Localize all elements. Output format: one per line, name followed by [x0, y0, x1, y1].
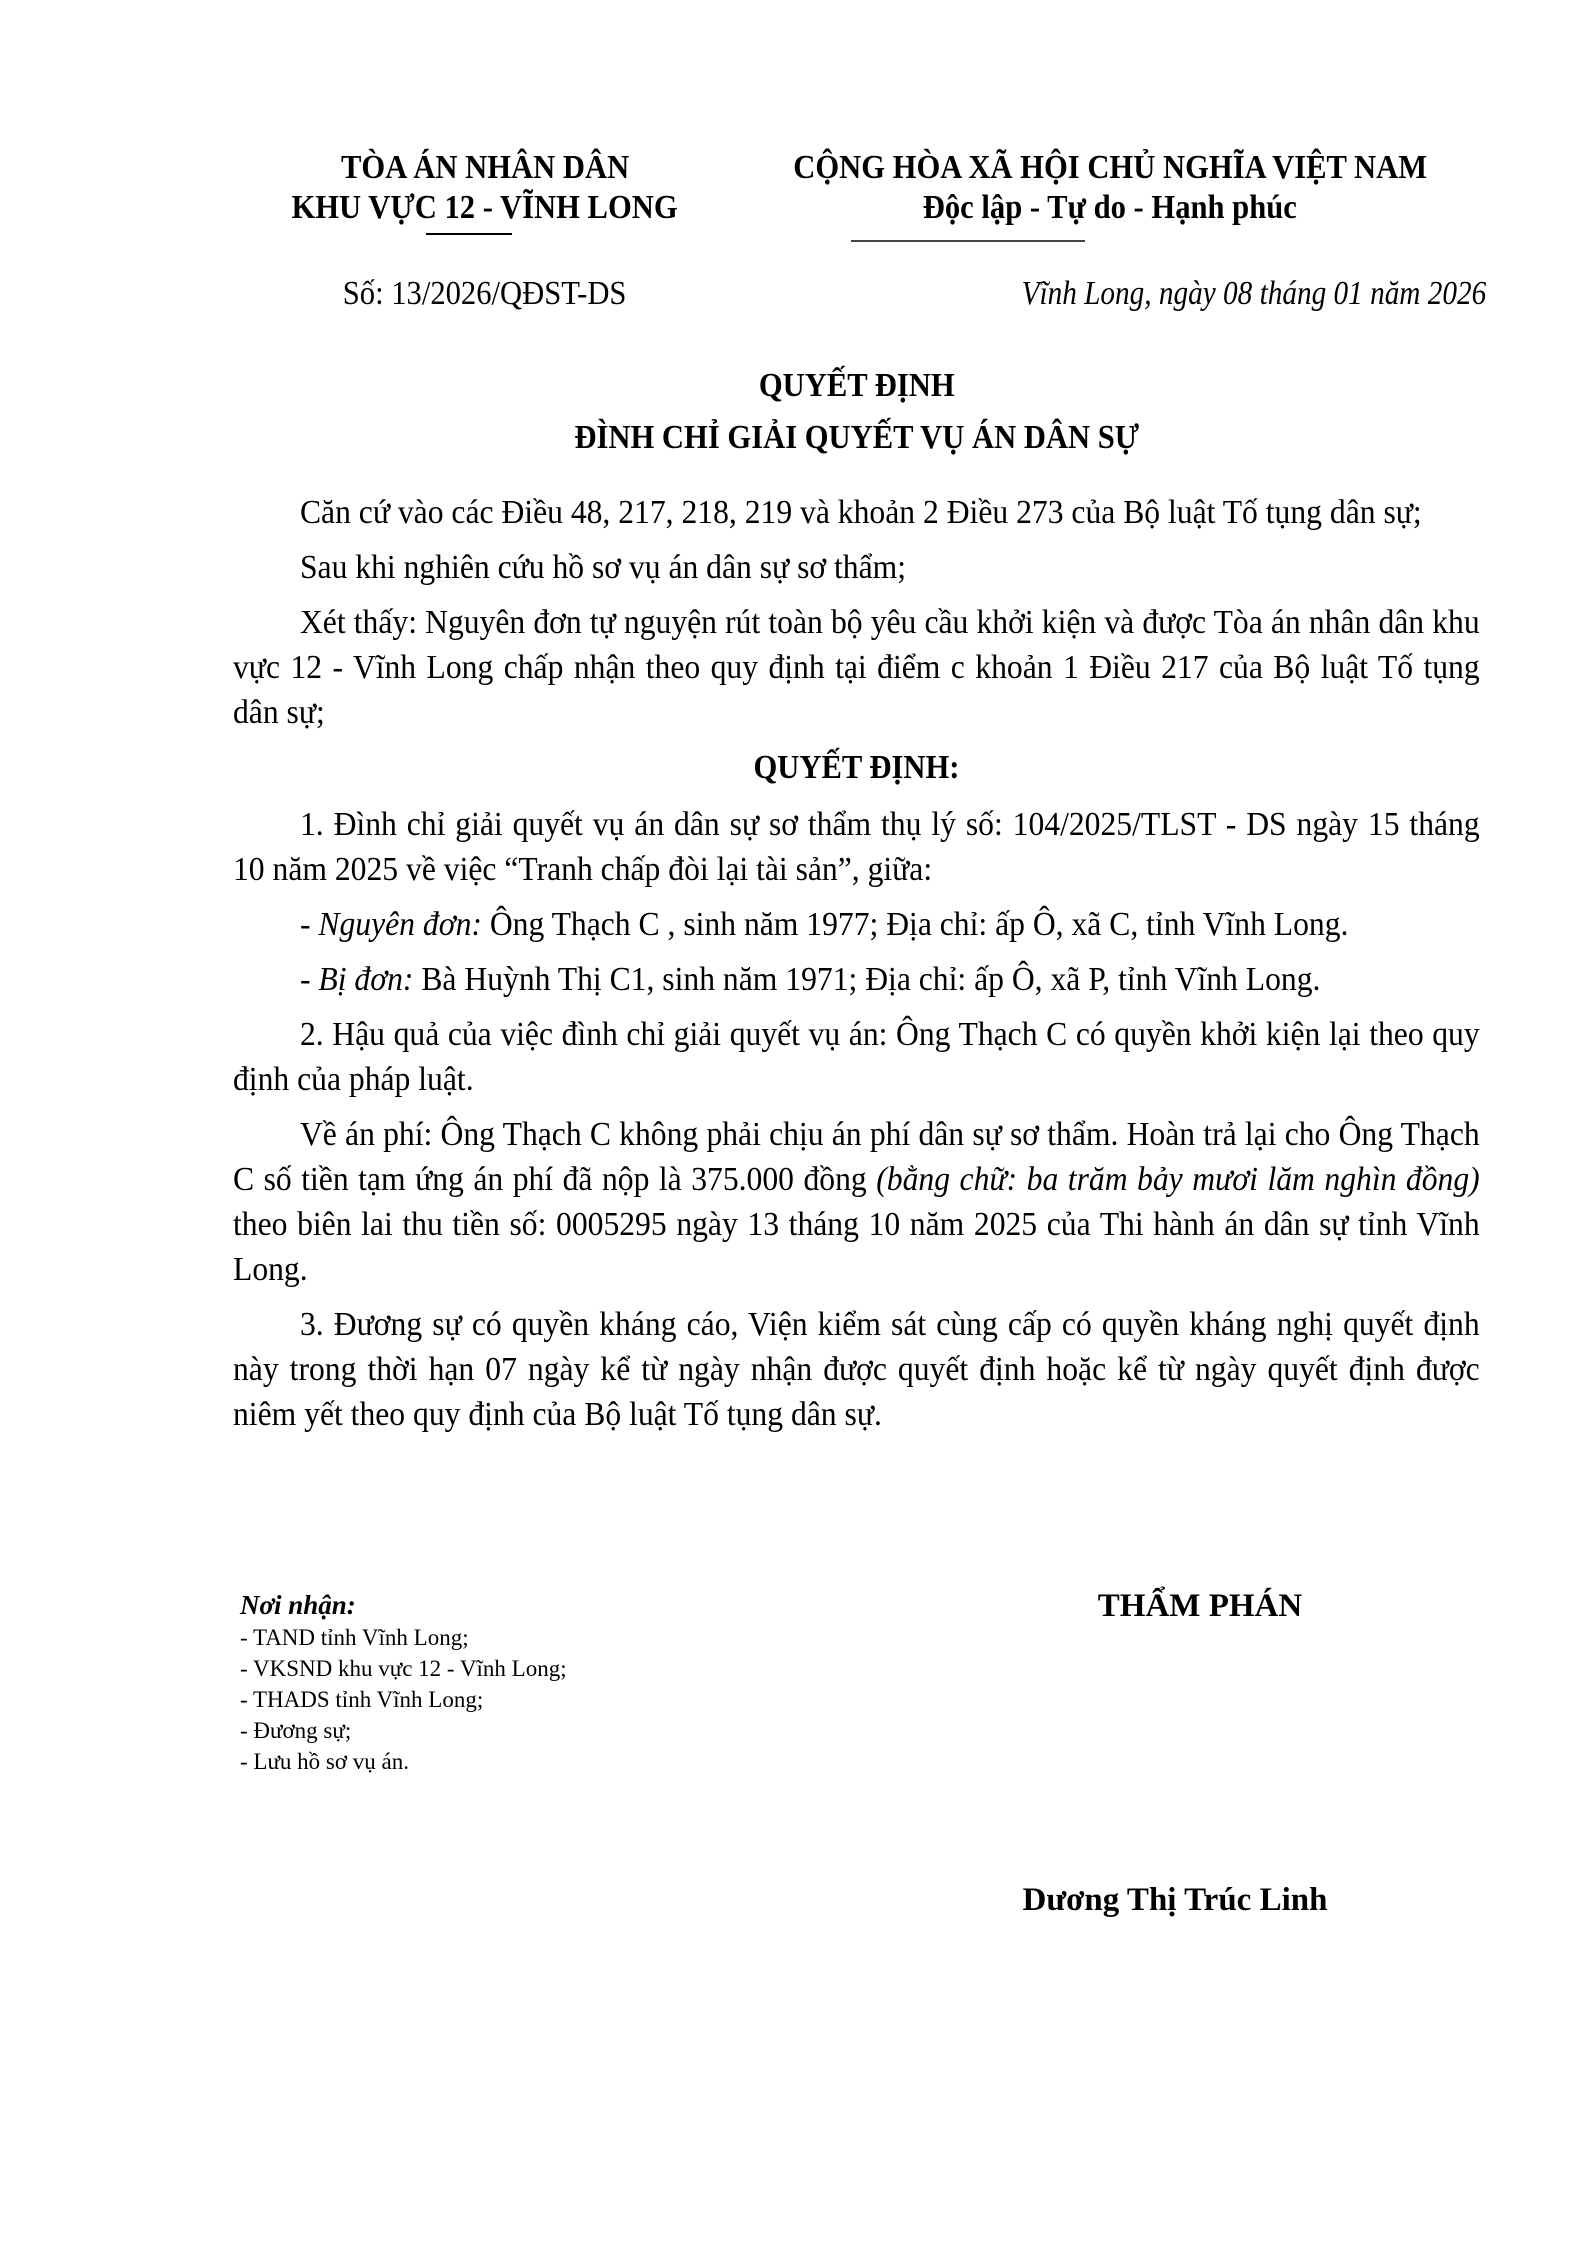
plaintiff-details: Ông Thạch C , sinh năm 1977; Địa chỉ: ấp Ô, xã C, tỉnh Vĩnh Long.: [481, 906, 1349, 943]
court-header: [235, 148, 735, 228]
document-number: [235, 274, 735, 314]
court-fee-paragraph: [233, 1112, 1480, 1292]
document-number-text: Số: 13/2026/QĐST-DS: [343, 275, 627, 312]
decision-heading: [233, 745, 1480, 790]
recipients-heading: Nơi nhận:: [240, 1590, 356, 1620]
national-name: CỘNG HÒA XÃ HỘI CHỦ NGHĨA VIỆT NAM: [793, 149, 1427, 186]
recipient-item: - TAND tỉnh Vĩnh Long;: [240, 1625, 469, 1650]
defendant-paragraph: [233, 957, 1480, 1002]
place-date: [686, 274, 1486, 314]
document-title: [233, 366, 1480, 406]
court-fee-in-words: (bằng chữ: ba trăm bảy mươi lăm nghìn đồng): [876, 1161, 1480, 1198]
national-header: [730, 148, 1490, 228]
defendant-label: Bị đơn:: [318, 961, 414, 998]
signer-title: THẨM PHÁN: [1097, 1588, 1303, 1624]
court-name: TÒA ÁN NHÂN DÂN: [340, 149, 630, 186]
decision-heading-text: QUYẾT ĐỊNH:: [753, 749, 960, 786]
defendant-details: Bà Huỳnh Thị C1, sinh năm 1971; Địa chỉ: ấp Ô, xã P, tỉnh Vĩnh Long.: [413, 961, 1321, 998]
plaintiff-dash: -: [299, 906, 319, 943]
defendant-dash: -: [299, 961, 319, 998]
recipient-item: - THADS tỉnh Vĩnh Long;: [240, 1687, 484, 1712]
recipient-item: - Đương sự;: [240, 1718, 352, 1743]
national-motto: Độc lập - Tự do - Hạnh phúc: [922, 189, 1298, 226]
finding-paragraph: Xét thấy: Nguyên đơn tự nguyện rút toàn bộ yêu cầu khởi kiện và được Tòa án nhân dân khu vực 12 - Vĩnh Long chấp nhận theo quy định tại điểm c khoản 1 Điều 217 của Bộ luật Tố tụng dân sự;: [233, 604, 1480, 731]
decision-item-1: 1. Đình chỉ giải quyết vụ án dân sự sơ thẩm thụ lý số: 104/2025/TLST - DS ngày 15 tháng 10 năm 2025 về việc “Tranh chấp đòi lại tài sản”, giữa:: [233, 806, 1480, 888]
decision-item-3: 3. Đương sự có quyền kháng cáo, Viện kiểm sát cùng cấp có quyền kháng nghị quyết định này trong thời hạn 07 ngày kể từ ngày nhận được quyết định hoặc kể từ ngày quyết định được niêm yết theo quy định của Bộ luật Tố tụng dân sự.: [233, 1306, 1480, 1433]
document-subtitle-text: ĐÌNH CHỈ GIẢI QUYẾT VỤ ÁN DÂN SỰ: [574, 419, 1139, 456]
court-area: KHU VỰC 12 - VĨNH LONG: [291, 189, 679, 226]
court-fee-text: Về án phí: Ông Thạch C không phải chịu án phí dân sự sơ thẩm. Hoàn trả lại cho Ông Thạch C số tiền tạm ứng án phí đã nộp là 375.000 đồng: [233, 1116, 1480, 1198]
document-subtitle: [233, 418, 1480, 458]
header-divider-left: [426, 233, 512, 235]
court-fee-receipt: theo biên lai thu tiền số: 0005295 ngày 13 tháng 10 năm 2025 của Thi hành án dân sự tỉnh Vĩnh Long.: [233, 1206, 1480, 1288]
decision-item-2: 2. Hậu quả của việc đình chỉ giải quyết vụ án: Ông Thạch C có quyền khởi kiện lại theo quy định của pháp luật.: [233, 1016, 1480, 1098]
legal-basis-paragraph: Căn cứ vào các Điều 48, 217, 218, 219 và khoản 2 Điều 273 của Bộ luật Tố tụng dân sự;: [299, 494, 1422, 531]
header-divider-right: [851, 240, 1085, 242]
plaintiff-paragraph: [233, 902, 1480, 947]
recipients-block: [240, 1588, 760, 1777]
place-date-text: Vĩnh Long, ngày 08 tháng 01 năm 2026: [1021, 275, 1486, 312]
signer-name: Dương Thị Trúc Linh: [1022, 1882, 1328, 1918]
plaintiff-label: Nguyên đơn:: [318, 906, 482, 943]
study-paragraph: Sau khi nghiên cứu hồ sơ vụ án dân sự sơ thẩm;: [299, 549, 907, 586]
document-body: [233, 490, 1480, 1447]
document-title-text: QUYẾT ĐỊNH: [758, 367, 955, 404]
recipient-item: - VKSND khu vực 12 - Vĩnh Long;: [240, 1656, 567, 1681]
recipient-item: - Lưu hồ sơ vụ án.: [240, 1749, 409, 1774]
